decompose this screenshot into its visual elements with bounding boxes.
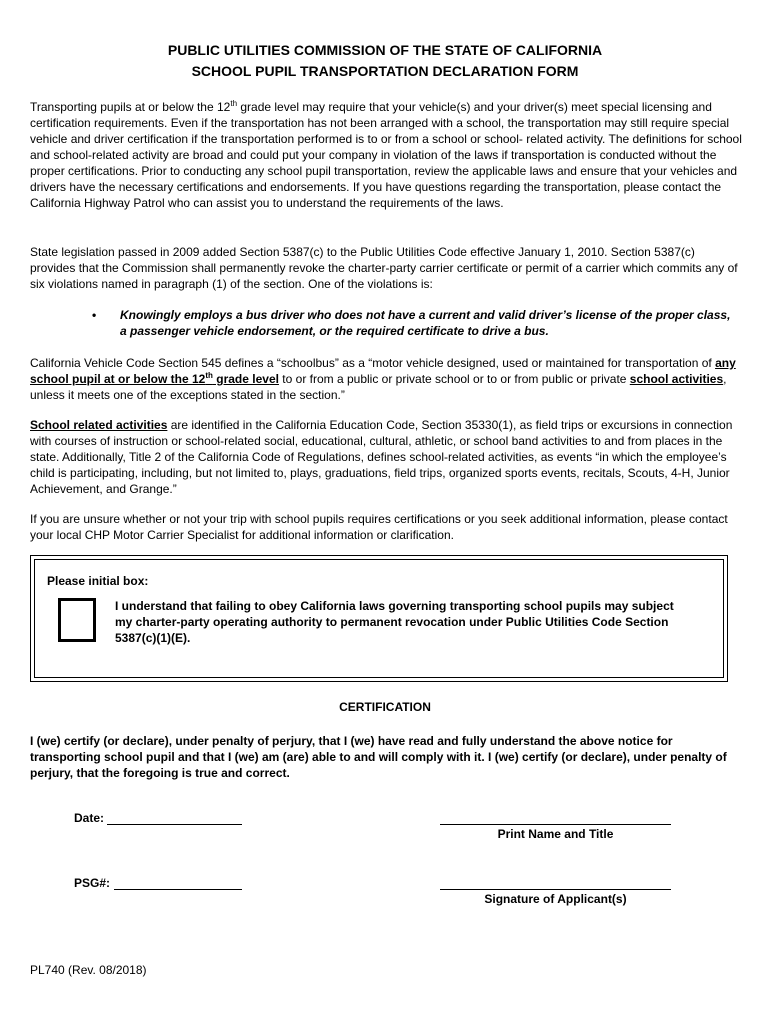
initial-box-section [30, 555, 728, 682]
print-name-field[interactable] [440, 824, 671, 825]
certification-text: I (we) certify (or declare), under penalty of perjury, that I (we) have read and fully understand the above notice for transporting school pupil and that I (we) am (are) able to and will comply with it. I (we) certify (or declare), under penalty of perjury, that the foregoing is true and correct. [30, 734, 727, 780]
form-heading-line1: PUBLIC UTILITIES COMMISSION OF THE STATE OF CALIFORNIA [167, 42, 603, 58]
date-label: Date: [74, 811, 105, 825]
intro-paragraph: Transporting pupils at or below the 12th grade level may require that your vehicle(s) and your driver(s) meet special licensing and certification requirements. Even if the transportation has not been arranged with a school, the transportation may still require special vehicle and driver certification if the transportation performed is to or from a school or school- related activity. The definitions for school and school-related activity are broad and could put your company in violation of the laws if transportation is conducted without the proper certifications. Prior to conducting any school pupil transportation, review the applicable laws and ensure that your vehicles and drivers have the necessary certifications and endorsements. If you have questions regarding the transportation, please contact the California Highway Patrol who can assist you to understand the requirements of the laws. [30, 99, 742, 210]
psg-field[interactable] [114, 889, 242, 890]
bullet-icon: • [92, 308, 97, 322]
signature-caption: Signature of Applicant(s) [484, 892, 627, 906]
certification-title: CERTIFICATION [339, 700, 431, 714]
form-heading-line2: SCHOOL PUPIL TRANSPORTATION DECLARATION FORM [191, 63, 579, 79]
form-revision-id: PL740 (Rev. 08/2018) [30, 963, 147, 977]
contact-paragraph: If you are unsure whether or not your trip with school pupils requires certifications or you seek additional information, please contact your local CHP Motor Carrier Specialist for additional information or clarification. [30, 512, 728, 542]
violation-text: Knowingly employs a bus driver who does not have a current and valid driver’s license of the proper class, a passenger vehicle endorsement, or the required certificate to drive a bus. [120, 308, 731, 338]
date-field[interactable] [107, 824, 242, 825]
legislation-paragraph: State legislation passed in 2009 added Section 5387(c) to the Public Utilities Code effective January 1, 2010. Section 5387(c) provides that the Commission shall permanently revoke the charter-party carrier certificate or permit of a carrier which commits any of six violations named in paragraph (1) of the section. One of the violations is: [30, 245, 738, 291]
signature-field[interactable] [440, 889, 671, 890]
print-name-caption: Print Name and Title [497, 827, 614, 841]
initial-box-label: Please initial box: [47, 574, 149, 588]
initial-statement: I understand that failing to obey California laws governing transporting school pupils may subject my charter-party operating authority to permanent revocation under Public Utilities Code Section 5387(c)(1)(E). [115, 599, 674, 645]
school-activities-paragraph: School related activities are identified in the California Education Code, Section 35330(1), as field trips or excursions in connection with courses of instruction or school-related social, educational, cultural, athletic, or school band activities to and from places in the state. Additionally, Title 2 of the California Code of Regulations, defines school-related activities, as events “in which the employee’s child is participating, including, but not limited to, plays, graduations, field trips, organized sports events, recitals, Scouts, 4-H, Junior Achievement, and Grange.” [30, 418, 733, 496]
schoolbus-definition-paragraph: California Vehicle Code Section 545 defines a “schoolbus” as a “motor vehicle designed, used or maintained for transportation of any school pupil at or below the 12th grade level to or from a public or private school or to or from public or private school activities, unless it meets one of the exceptions stated in the section.” [30, 356, 736, 402]
psg-label: PSG#: [74, 876, 111, 890]
initial-checkbox[interactable] [58, 598, 96, 642]
